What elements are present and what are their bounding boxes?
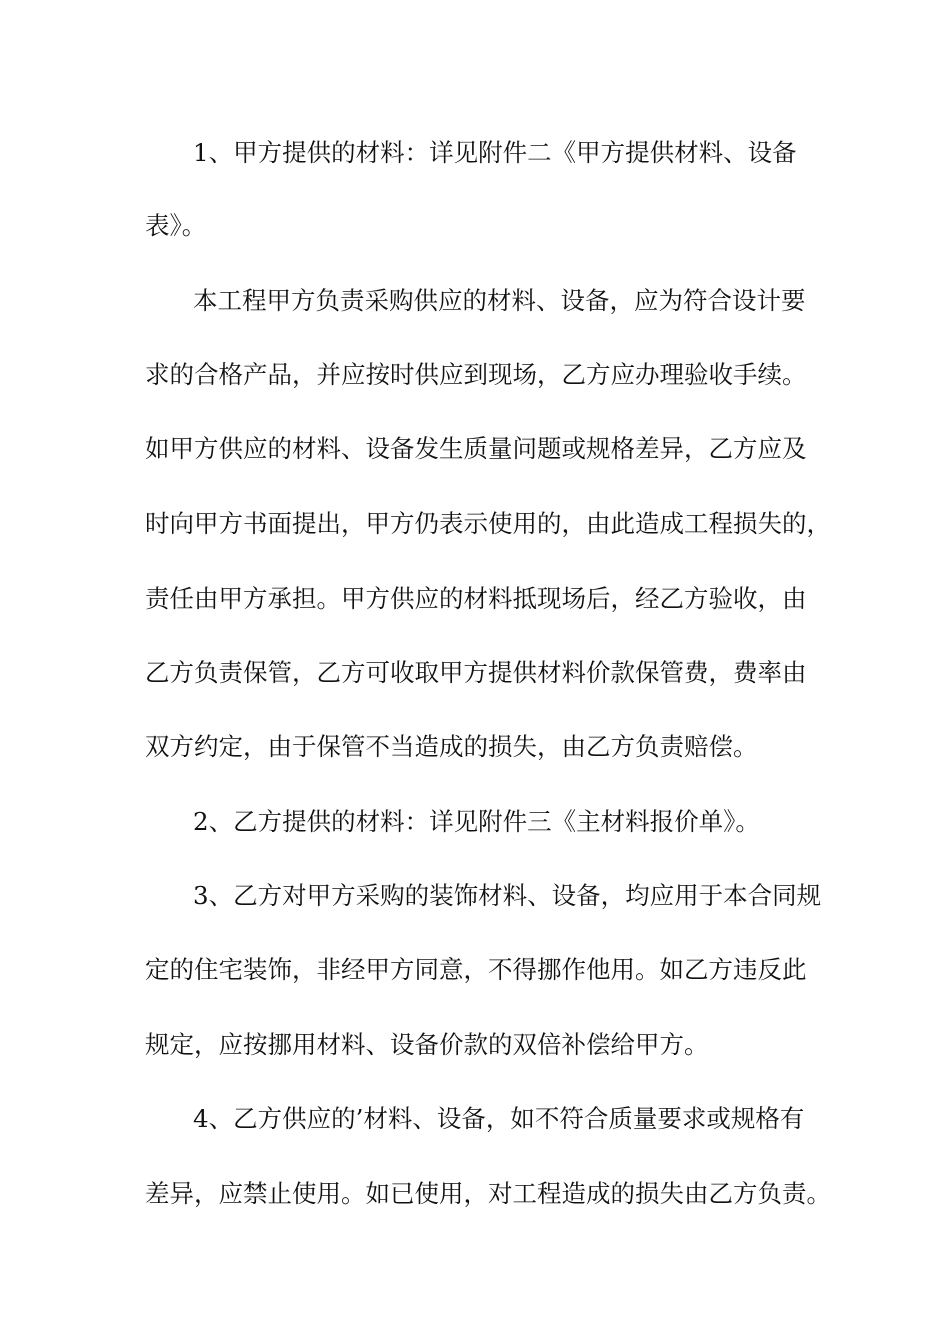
text-line: 本工程甲方负责采购供应的材料、设备，应为符合设计要 [193,286,806,315]
text-line: 2、乙方提供的材料：详见附件三《主材料报价单》。 [193,807,760,836]
text-line: 4、乙方供应的’材料、设备，如不符合质量要求或规格有 [193,1104,805,1133]
text-line: 乙方负责保管，乙方可收取甲方提供材料价款保管费，费率由 [145,658,807,687]
text-line: 求的合格产品，并应按时供应到现场，乙方应办理验收手续。 [145,360,807,389]
text-line: 差异，应禁止使用。如已使用，对工程造成的损失由乙方负责。 [145,1179,831,1208]
text-line: 表》。 [145,211,207,240]
text-line: 时向甲方书面提出，甲方仍表示使用的，由此造成工程损失的， [145,509,831,538]
text-line: 责任由甲方承担。甲方供应的材料抵现场后，经乙方验收，由 [145,584,807,613]
text-line: 定的住宅装饰，非经甲方同意，不得挪作他用。如乙方违反此 [145,955,807,984]
text-line: 3、乙方对甲方采购的装饰材料、设备，均应用于本合同规 [193,881,822,910]
text-line: 规定，应按挪用材料、设备价款的双倍补偿给甲方。 [145,1030,709,1059]
text-line: 如甲方供应的材料、设备发生质量问题或规格差异，乙方应及 [145,434,807,463]
text-line: 1、甲方提供的材料：详见附件二《甲方提供材料、设备 [193,138,797,167]
text-line: 双方约定，由于保管不当造成的损失，由乙方负责赔偿。 [145,732,758,761]
